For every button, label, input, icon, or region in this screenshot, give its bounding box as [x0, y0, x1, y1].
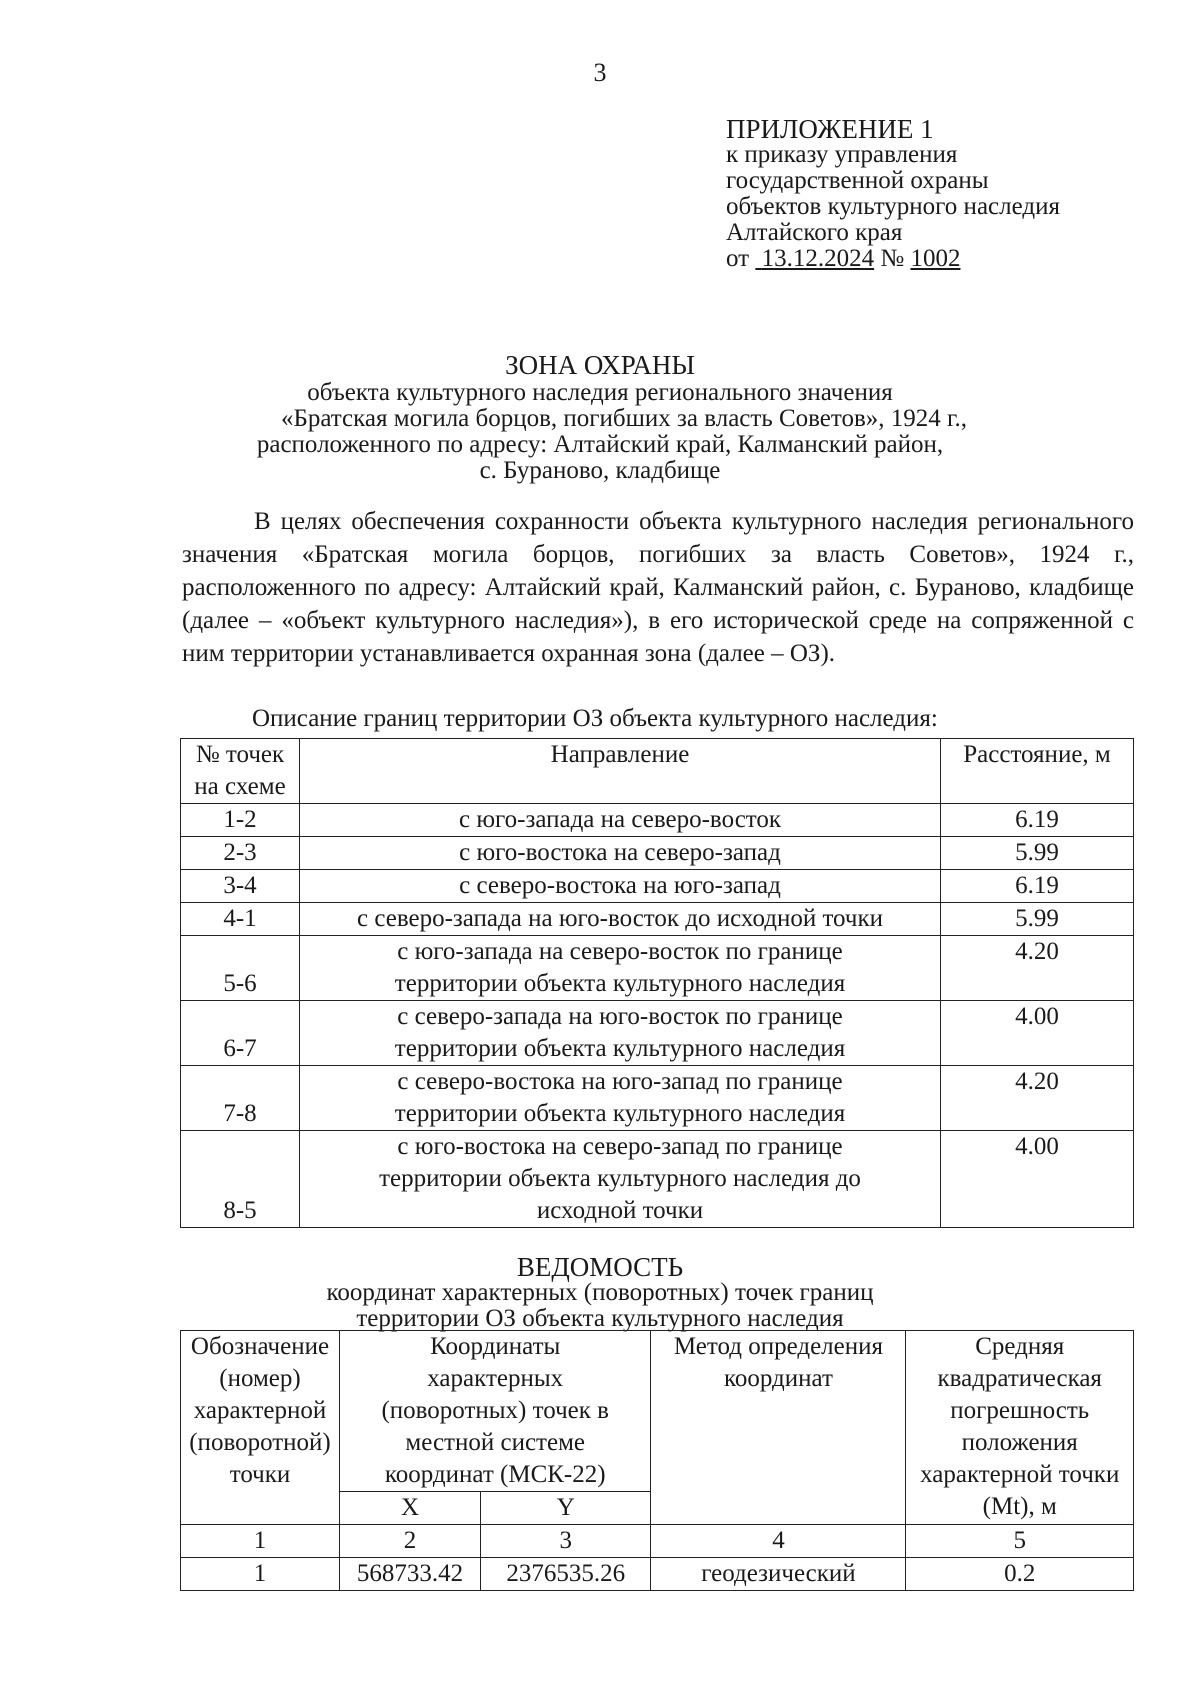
cell-direction: с юго-запада на северо-восток	[300, 804, 941, 837]
header-direction: Направление	[300, 739, 941, 804]
cell-direction: с северо-запада на юго-восток по границе территории объекта культурного наследия	[300, 1001, 941, 1066]
table1-caption: Описание границ территории ОЗ объекта культурного наследия:	[252, 705, 938, 732]
cell-distance: 5.99	[941, 903, 1134, 936]
appendix-title: ПРИЛОЖЕНИЕ 1	[726, 114, 934, 144]
appendix-line: государственной охраны	[726, 167, 989, 194]
cell-points: 2-3	[181, 837, 300, 870]
appendix-date-line	[726, 246, 1060, 272]
cell-method: геодезический	[651, 1558, 906, 1591]
table-row	[181, 1066, 1134, 1131]
cell-error: 0.2	[906, 1558, 1134, 1591]
cell-direction: с юго-запада на северо-восток по границе территории объекта культурного наследия	[300, 936, 941, 1001]
cell-x: 568733.42	[340, 1558, 481, 1591]
cell-point: 1	[181, 1558, 340, 1591]
cell-distance: 6.19	[941, 804, 1134, 837]
appendix-block	[726, 116, 1060, 272]
boundaries-table	[180, 738, 1134, 1228]
coordinates-table	[180, 1330, 1134, 1591]
column-number-row	[181, 1525, 1134, 1558]
header-y: Y	[481, 1492, 651, 1525]
heading-line: расположенного по адресу: Алтайский край, Калманский район,	[256, 431, 944, 458]
header-point-designation: Обозначение (номер) характерной (поворотной) точки	[181, 1331, 340, 1525]
vedomost-line: территории ОЗ объекта культурного наследия	[356, 1305, 844, 1332]
cell-points: 1-2	[181, 804, 300, 837]
table-row	[181, 1558, 1134, 1591]
cell-distance: 4.20	[941, 1066, 1134, 1131]
col-number: 3	[481, 1525, 651, 1558]
heading-line: с. Бураново, кладбище	[479, 457, 721, 484]
table-header-row	[181, 1331, 1134, 1492]
cell-y: 2376535.26	[481, 1558, 651, 1591]
table-row	[181, 870, 1134, 903]
cell-points: 5-6	[181, 936, 300, 1001]
cell-distance: 5.99	[941, 837, 1134, 870]
table-row	[181, 837, 1134, 870]
header-x: X	[340, 1492, 481, 1525]
cell-distance: 4.20	[941, 936, 1134, 1001]
appendix-line: к приказу управления	[726, 141, 958, 168]
order-date: 13.12.2024	[761, 245, 875, 272]
header-points: № точек на схеме	[181, 739, 300, 804]
table-row	[181, 1001, 1134, 1066]
cell-direction: с северо-запада на юго-восток до исходной точки	[300, 903, 941, 936]
table-row	[181, 1131, 1134, 1228]
col-number: 5	[906, 1525, 1134, 1558]
table-row	[181, 936, 1134, 1001]
header-method: Метод определения координат	[651, 1331, 906, 1525]
cell-points: 6-7	[181, 1001, 300, 1066]
cell-points: 7-8	[181, 1066, 300, 1131]
vedomost-title: ВЕДОМОСТЬ	[516, 1252, 684, 1282]
col-number: 4	[651, 1525, 906, 1558]
cell-points: 8-5	[181, 1131, 300, 1228]
cell-distance: 4.00	[941, 1001, 1134, 1066]
cell-points: 4-1	[181, 903, 300, 936]
cell-direction: с северо-востока на юго-запад	[300, 870, 941, 903]
page-number: 3	[593, 58, 607, 87]
heading-title: ЗОНА ОХРАНЫ	[505, 350, 695, 380]
cell-direction: с северо-востока на юго-запад по границе территории объекта культурного наследия	[300, 1066, 941, 1131]
intro-paragraph: В целях обеспечения сохранности объекта культурного наследия регионального значения «Братская могила борцов, погибших за власть Советов», 1924 г., расположенного по адресу: Алтайский край, Калманский район, с. Бураново, кладбище (далее – «объект культурного наследия»), в его исторической среде на сопряженной с ним территории устанавливается охранная зона (далее – ОЗ).	[182, 508, 1134, 667]
header-error: Средняя квадратическая погрешность положения характерной точки (Mt), м	[906, 1331, 1134, 1525]
cell-distance: 4.00	[941, 1131, 1134, 1228]
cell-distance: 6.19	[941, 870, 1134, 903]
order-number: 1002	[910, 245, 961, 272]
table-row	[181, 903, 1134, 936]
header-distance: Расстояние, м	[941, 739, 1134, 804]
heading-line: «Братская могила борцов, погибших за власть Советов», 1924 г.,	[281, 405, 967, 432]
number-prefix: №	[880, 245, 905, 272]
cell-direction: с юго-востока на северо-запад по границе территории объекта культурного наследия до исходной точки	[300, 1131, 941, 1228]
cell-points: 3-4	[181, 870, 300, 903]
appendix-line: Алтайского края	[726, 219, 903, 246]
vedomost-line: координат характерных (поворотных) точек границ	[326, 1279, 874, 1306]
document-heading	[0, 352, 1200, 484]
heading-line: объекта культурного наследия регионального значения	[307, 379, 893, 406]
vedomost-heading	[0, 1254, 1200, 1332]
appendix-line: объектов культурного наследия	[726, 193, 1060, 220]
table-header-row	[181, 739, 1134, 804]
date-prefix: от	[726, 245, 750, 272]
header-coordinates: Координаты характерных (поворотных) точек в местной системе координат (МСК-22)	[340, 1331, 651, 1492]
cell-direction: с юго-востока на северо-запад	[300, 837, 941, 870]
table-row	[181, 804, 1134, 837]
col-number: 1	[181, 1525, 340, 1558]
col-number: 2	[340, 1525, 481, 1558]
